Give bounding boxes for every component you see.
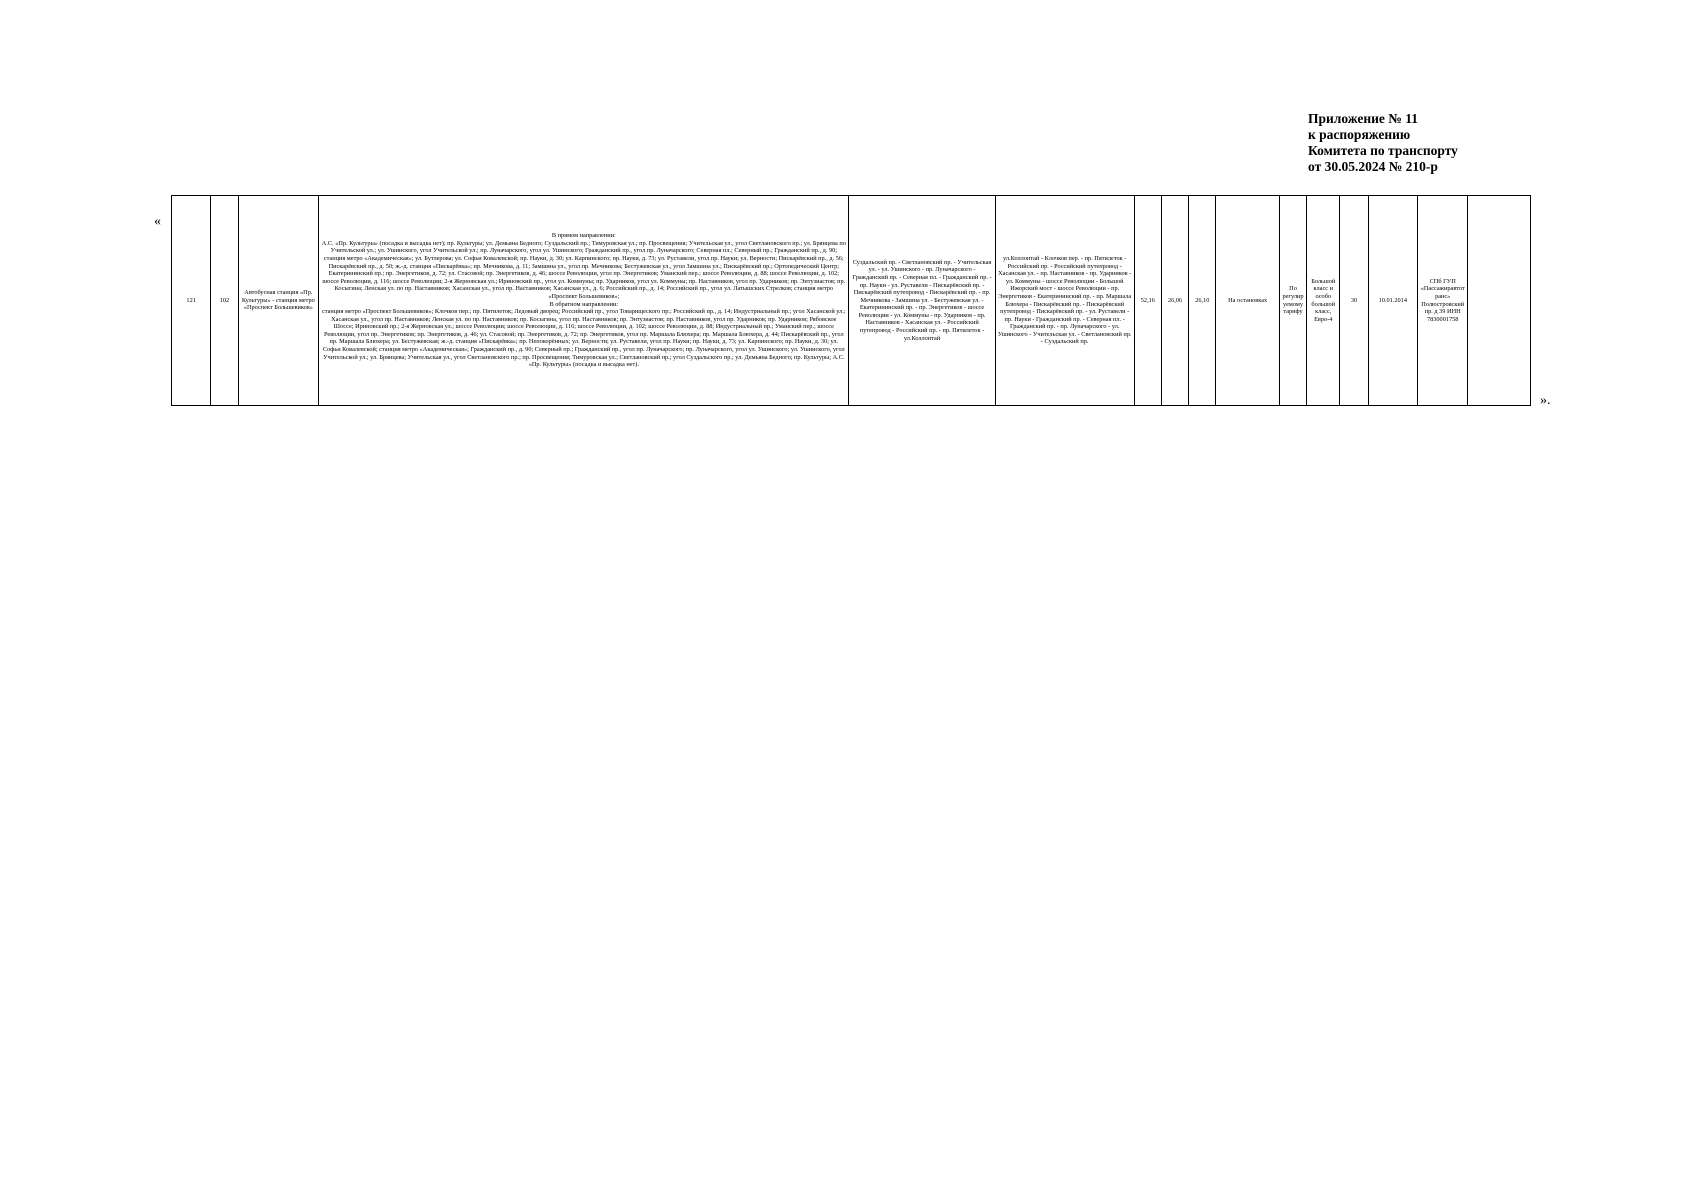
opening-quote: « [154,214,161,229]
backward-path: станция метро «Проспект Большевиков»; Клочков пер.; пр. Пятилеток; Ледовый дворец; Российский пр., угол Товарищеского пр.; Российский пр., д. 14; Индустриальный пр.; угол Хасанской ул.; Хасанская ул., угол пр. Наставников; Ленская ул. по пр. Наставников; пр. Косыгина, угол пр. Наставников; пр. Энтузиастов; пр. Наставников, угол пр. Ударников; пр. Ударников; Рябовское Шоссе; Ириновский пр.; 2-я Жерновская ул.; шоссе Революции; шоссе Революции, д. 116; шоссе Революции, д. 102; шоссе Революции, д. 88; Индустриальный пр.; Уманский пер.; шоссе Революции, угол пр. Энергетиков; пр. Энергетиков, д. 46; ул. Стасовой; пр. Энергетиков, д. 72; пр. Энергетиков, угол пр. Маршала Блюхера; пр. Маршала Блюхера, д. 44; Пискарёвский пр., угол пр. Маршала Блюхера; ул. Бестужевская; ж.-д. станция «Пискарёвка»; пр. Непокорённых; ул. Верности; ул. Руставели, угол пр. Науки; пр. Науки, д. 73; ул. Карпинского; пр. Науки, д. 30; ул. Софьи Ковалевской; станция метро «Академическая»; Гражданский пр., д. 90; Северный пр.; Гражданский пр., угол пр. Луначарского; пр. Луначарского, угол ул. Ушинского; ул. Ушинского, угол Учительской ул.; ул. Брянцева; Учительская ул., угол Светлановского пр.; пр. Просвещения; Тимуровская ул.; Светлановский пр.; угол Суздальского пр.; ул. Демьяна Бедного; пр. Культуры; А.С. «Пр. Культуры» (посадка и высадка нет). [322,308,846,369]
length-backward-cell: 26,10 [1189,196,1216,406]
carrier-cell: СПб ГУП «Пассажиравтотранс» Полюстровский пр. д 39 ИНН 7830001758 [1418,196,1468,406]
tariff-cell: По регулируемому тарифу [1279,196,1306,406]
appendix-header [1308,111,1458,175]
length-total-cell: 52,16 [1134,196,1161,406]
vehicle-count-cell: 30 [1340,196,1368,406]
appendix-committee: Комитета по транспорту [1308,143,1458,158]
appendix-date: от 30.05.2024 № 210-р [1308,159,1438,174]
closing-quote: ». [1540,393,1551,408]
route-path-cell [319,196,849,406]
appendix-ref: к распоряжению [1308,127,1411,142]
table-row [172,196,1531,406]
streets-backward-cell: ул.Коллонтай - Клочков пер. - пр. Пятилеток - Российский пр. - Российский путепровод - Хасанская ул. - пр. Наставников - пр. Ударников - ул. Коммуны - шоссе Революции - Большой Ижорский мост - шоссе Революции - пр. Энергетиков - Екатерининский пр. - пр. Маршала Блюхера - Пискарёвский пр. - Пискарёвский путепровод - Пискарёвский пр. - ул. Руставели - пр. Науки - Гражданский пр. - Северная пл. - Гражданский пр. - пр. Луначарского - ул. Ушинского - Учительская ул. - Светлановский пр. - Суздальский пр. [995,196,1134,406]
appendix-number: Приложение № 11 [1308,111,1418,126]
length-forward-cell: 26,06 [1161,196,1188,406]
route-number-cell: 102 [211,196,238,406]
route-table [171,195,1531,406]
stop-order-cell: На остановках [1216,196,1280,406]
streets-forward-cell: Суздальский пр. - Светлановский пр. - Учительская ул. - ул. Ушинского - пр. Луначарского - Гражданский пр. - Северная пл. - Гражданский пр. - пр. Науки - ул. Руставели - Пискарёвский пр. - Пискарёвский путепровод - Пискарёвский пр. - пр. Мечникова - Замшина ул. - Бестужевская ул. - Екатерининский пр. - пр. Энергетиков - шоссе Революции - ул. Коммуны - пр. Ударников - пр. Наставников - Хасанская ул. - Российский путепровод - Российский пр. - пр. Пятилеток - ул.Коллонтай [849,196,995,406]
route-name-cell: Автобусная станция «Пр. Культуры» - станция метро «Проспект Большевиков» [238,196,319,406]
forward-title: В прямом направлении: [551,232,616,240]
reg-number-cell: 121 [172,196,211,406]
backward-title: В обратном направлении: [549,300,619,308]
empty-cell [1468,196,1531,406]
forward-path: А.С. «Пр. Культуры» (посадка и высадка нет); пр. Культуры; ул. Демьяна Бедного; Суздальский пр.; Тимуровская ул.; пр. Просвещения; Учительская ул., угол Светлановского пр.; ул. Брянцева по Учительской ул.; ул. Ушинского, угол Учительской ул.; пр. Луначарского, угол ул. Ушинского; Гражданский пр., угол пр. Луначарского; Северная пл.; Северный пр.; Гражданский пр., д. 90; станция метро «Академическая»; ул. Бутлерова; ул. Софьи Ковалевской; пр. Науки, д. 30; ул. Карпинского; пр. Науки, д. 73; ул. Руставели, угол пр. Науки; ул. Верности; Пискарёвский пр., д. 56; Пискарёвский пр., д. 50; ж.-д. станция «Пискарёвка»; пр. Мечникова, д. 11; Замшина ул., угол пр. Мечникова; Бестужевская ул., угол Замшина ул.; Пискарёвский пр.; Ортопедический Центр; Екатерининский пр.; пр. Энергетиков, д. 72; ул. Стасовой; пр. Энергетиков, д. 46; шоссе Революции, угол пр. Энергетиков; Уманский пер.; шоссе Революции, д. 88; шоссе Революции, д. 102; шоссе Революции, д. 116; шоссе Революции; 2-я Жерновская ул.; Ириновский пр., угол ул. Коммуны; пр. Ударников, угол ул. Коммуны; пр. Наставников, угол пр. Ударников; пр. Энтузиастов; пр. Косыгина; Ленская ул. по пр. Наставников; Хасанская ул., угол пр. Наставников; Хасанская ул., д. 6; Российский пр., д. 14; Российский пр., угол ул. Латышских Стрелков; станция метро «Проспект Большевиков»; [321,239,846,300]
start-date-cell: 10.01.2014 [1368,196,1417,406]
vehicle-class-cell: Большой класс и особо большой класс, Евро-4 [1307,196,1340,406]
